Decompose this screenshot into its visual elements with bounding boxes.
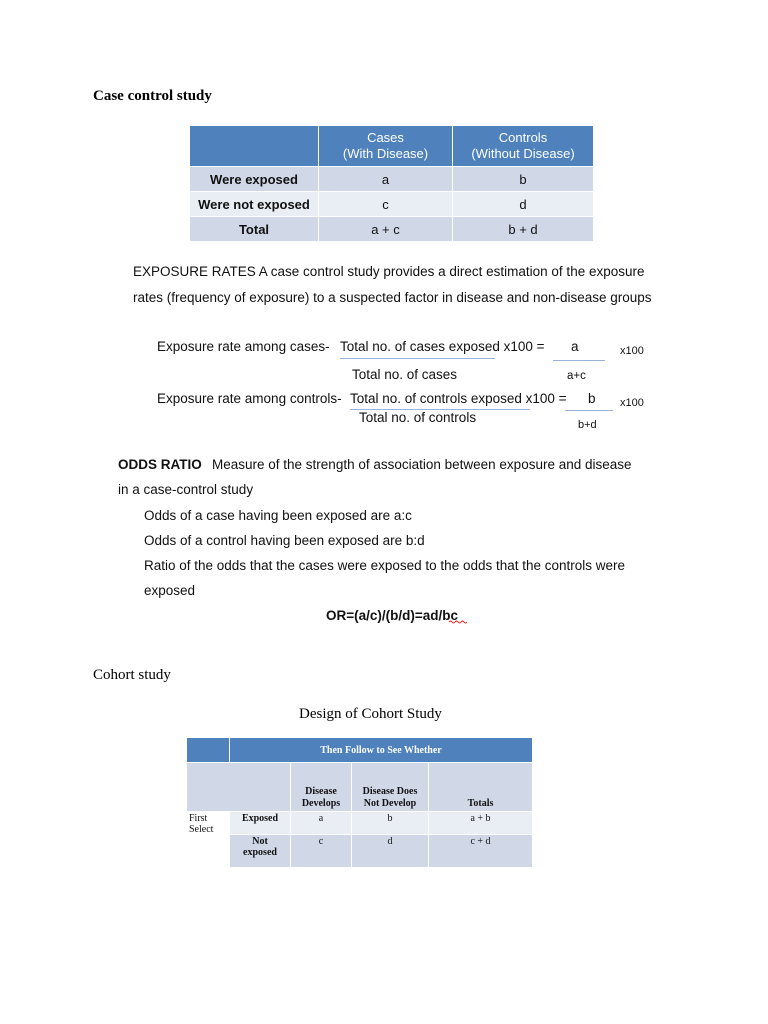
exposure-cases-denominator: Total no. of cases [352,367,458,382]
spellcheck-squiggle [449,620,467,624]
odds-ratio-line1: Measure of the strength of association between exposure and disease [212,457,632,472]
cell-not-develop: b [352,812,429,835]
cohort-heading: Cohort study [93,667,171,683]
row-label-not-exposed [230,835,291,868]
row-label: Were not exposed [190,192,319,217]
col-totals: Totals [429,763,533,812]
not-exposed-line1: Not [252,836,268,847]
odds-item-3-line2: exposed [144,583,196,598]
col-not-develop-line2: Not Develop [363,798,417,809]
row-label: Were exposed [190,167,319,192]
table-row [190,217,594,242]
header-controls-line1: Controls [498,130,548,145]
exposure-cases-label: Exposure rate among cases- [157,339,330,354]
odds-ratio-title: ODDS RATIO [118,457,202,472]
first-select-line2: Select [189,824,214,835]
table-header-row [190,126,594,167]
cohort-header-empty [187,738,230,763]
odds-ratio-line2: in a case-control study [118,482,254,497]
controls-frac-top: b [588,391,596,406]
header-cases-line1: Cases [367,130,404,145]
odds-ratio-formula: OR=(a/c)/(b/d)=ad/bc [326,608,459,623]
exposure-controls-denominator: Total no. of controls [359,410,477,425]
cell-controls: d [453,192,594,217]
table-row [190,167,594,192]
table-row [187,812,533,835]
header-empty-cell [190,126,319,167]
controls-frac-bottom: b+d [578,419,597,431]
cell-controls: b + d [453,217,594,242]
first-select-label [187,812,230,868]
exposure-controls-label: Exposure rate among controls- [157,391,342,406]
table-row [190,192,594,217]
col-develops-line2: Develops [301,798,341,809]
col-develops [291,763,352,812]
cohort-subheader-empty [187,763,291,812]
col-develops-line1: Disease [305,786,337,797]
controls-small-fraction-line [565,410,613,411]
exposure-controls-numerator: Total no. of controls exposed x100 = [350,391,567,406]
header-controls-line2: (Without Disease) [471,146,575,161]
cohort-table [186,737,533,868]
case-control-table [189,125,594,242]
cases-fraction-line [340,358,495,359]
cell-total: c + d [429,835,533,868]
controls-x100: x100 [620,397,644,409]
table-row [187,835,533,868]
cell-controls: b [453,167,594,192]
cell-develops: a [291,812,352,835]
cases-frac-top: a [571,339,579,354]
header-controls [453,126,594,167]
col-not-develop [352,763,429,812]
row-label: Total [190,217,319,242]
col-not-develop-line1: Disease Does [362,786,418,797]
cohort-header-title: Then Follow to See Whether [230,738,533,763]
first-select-line1: First [189,813,208,824]
cell-develops: c [291,835,352,868]
cohort-figure-title: Design of Cohort Study [299,706,442,722]
cell-cases: c [319,192,453,217]
cohort-header-row [187,738,533,763]
cases-frac-bottom: a+c [567,370,586,382]
header-cases-line2: (With Disease) [342,146,429,161]
exposure-text-line2: rates (frequency of exposure) to a suspected factor in disease and non-disease groups [133,290,652,305]
cell-cases: a [319,167,453,192]
exposure-text-line1: EXPOSURE RATES A case control study provides a direct estimation of the exposure [133,264,645,279]
cohort-subheader-row [187,763,533,812]
cell-not-develop: d [352,835,429,868]
row-label-exposed: Exposed [230,812,291,835]
odds-item-1: Odds of a case having been exposed are a:c [144,508,412,523]
not-exposed-line2: exposed [243,847,277,858]
cases-x100: x100 [620,345,644,357]
cases-small-fraction-line [553,360,605,361]
cell-total: a + b [429,812,533,835]
case-control-heading: Case control study [93,88,212,104]
header-cases [319,126,453,167]
cell-cases: a + c [319,217,453,242]
odds-item-2: Odds of a control having been exposed are b:d [144,533,425,548]
exposure-cases-numerator: Total no. of cases exposed x100 = [340,339,545,354]
odds-item-3-line1: Ratio of the odds that the cases were exposed to the odds that the controls were [144,558,626,573]
